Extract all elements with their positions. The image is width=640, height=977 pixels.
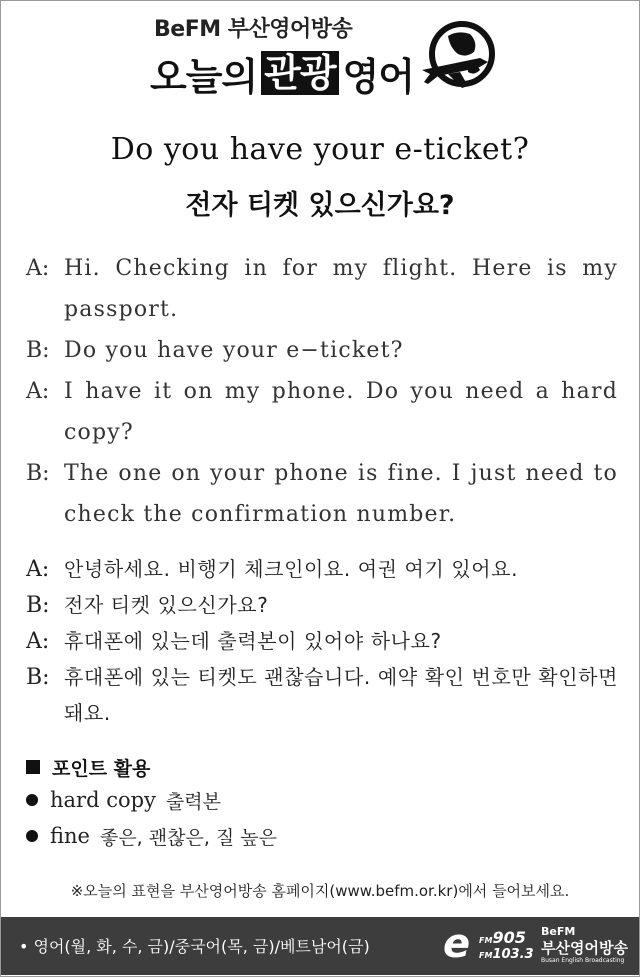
series-title-boxed: 관광 <box>261 51 338 95</box>
logo-frequency-2 <box>479 947 534 962</box>
point-item <box>26 818 618 854</box>
station-label: BeFM 부산영어방송 <box>154 17 353 42</box>
logo-letter: e <box>443 921 471 967</box>
bullet-icon <box>26 794 38 806</box>
befm-logo <box>429 923 635 969</box>
footer-bar <box>1 917 639 975</box>
dialogue-text: 휴대폰에 있는데 출력본이 있어야 하나요? <box>64 629 442 653</box>
dialogue-line <box>26 623 618 659</box>
dialogue-line <box>26 551 618 587</box>
dialogue-text: The one on your phone is fine. I just need to check the confirmation number. <box>64 461 618 527</box>
speaker-label: B: <box>26 338 50 363</box>
logo-brand: BeFM <box>541 925 576 938</box>
point-term: hard copy <box>50 788 156 812</box>
speaker-label: B: <box>26 461 50 486</box>
square-bullet-icon <box>26 760 40 774</box>
dialogue-text: 전자 티켓 있으신가요? <box>64 593 269 617</box>
speaker-label: A: <box>26 557 50 582</box>
dialogue-text: Do you have your e−ticket? <box>64 338 404 363</box>
point-meaning: 출력본 <box>165 790 221 813</box>
footer-note: ※오늘의 표현을 부산영어방송 홈페이지(www.befm.or.kr)에서 들어보세요. <box>70 882 570 900</box>
logo-frequency-1 <box>479 928 526 947</box>
title-korean: 전자 티켓 있으신가요? <box>185 190 455 221</box>
point-term: fine <box>50 824 90 848</box>
dialogue-text: 휴대폰에 있는 티켓도 괜찮습니다. 예약 확인 번호만 확인하면 돼요. <box>64 665 618 725</box>
logo-korean: 부산영어방송 <box>541 939 628 957</box>
freq1-prefix: FM <box>479 936 493 945</box>
dialogue-text: 안녕하세요. 비행기 체크인이요. 여권 여기 있어요. <box>64 557 519 581</box>
title-english: Do you have your e-ticket? <box>110 132 530 167</box>
points-section <box>26 752 618 854</box>
point-meaning: 좋은, 괜찮은, 질 높은 <box>99 826 277 849</box>
header <box>150 12 510 102</box>
speaker-label: A: <box>26 256 50 281</box>
bullet-icon <box>26 830 38 842</box>
points-title: 포인트 활용 <box>52 757 151 780</box>
points-heading <box>26 752 618 782</box>
point-item <box>26 782 618 818</box>
dialogue-line <box>26 659 618 731</box>
speaker-label: A: <box>26 629 50 654</box>
dialogue-text: Hi. Checking in for my flight. Here is my passport. <box>64 256 618 322</box>
speaker-label: B: <box>26 593 50 618</box>
freq2-prefix: FM <box>479 951 493 960</box>
dialogue-line <box>26 330 618 371</box>
dialogue-line <box>26 453 618 535</box>
dialogue-line <box>26 248 618 330</box>
dialogue-english <box>26 248 618 535</box>
dialogue-line <box>26 371 618 453</box>
dialogue-line <box>26 587 618 623</box>
speaker-label: A: <box>26 379 50 404</box>
freq1-value: 905 <box>492 928 526 947</box>
series-title-part2: 영어 <box>342 54 414 99</box>
freq2-value: 103.3 <box>492 947 534 962</box>
dialogue-text: I have it on my phone. Do you need a hard copy? <box>64 379 618 445</box>
series-title <box>150 44 414 102</box>
speaker-label: B: <box>26 665 50 690</box>
logo-subtitle: Busan English Broadcasting <box>541 957 625 964</box>
dialogue-korean <box>26 551 618 731</box>
broadcast-schedule: • 영어(월, 화, 수, 금)/중국어(목, 금)/베트남어(금) <box>19 937 370 956</box>
series-title-part1: 오늘의 <box>150 54 258 99</box>
globe-airplane-icon <box>418 18 500 100</box>
